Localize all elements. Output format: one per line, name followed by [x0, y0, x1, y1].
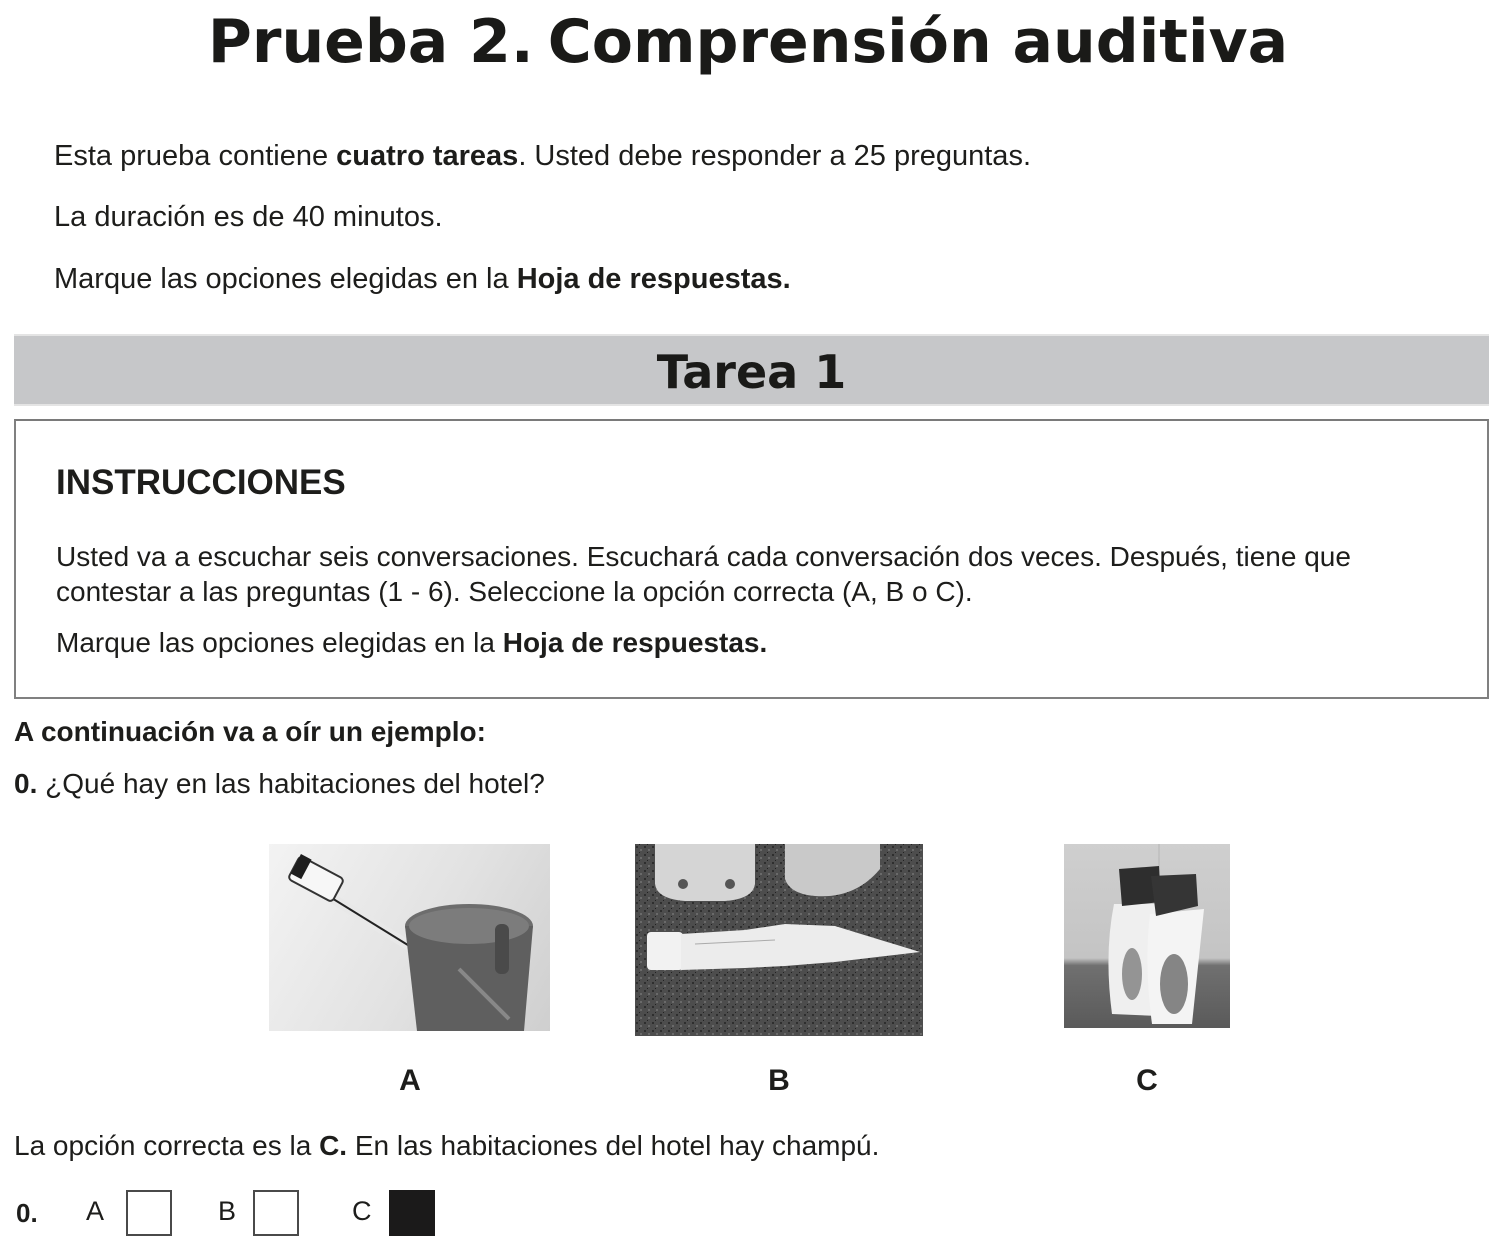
intro-text: . Usted debe responder a 25 preguntas.: [518, 140, 1031, 172]
option-a-label: A: [399, 1064, 421, 1097]
correct-answer-explanation: [14, 1130, 879, 1162]
answer-row-number: 0.: [16, 1198, 38, 1228]
toothbrush-in-cup-photo: [269, 844, 550, 1031]
intro-line-answer-sheet: [54, 262, 791, 296]
answer-text: La opción correcta es la: [14, 1130, 320, 1161]
instructions-title: INSTRUCCIONES: [56, 463, 346, 502]
intro-text: Marque las opciones elegidas en la: [54, 263, 517, 295]
instructions-box: [14, 419, 1489, 699]
intro-line-duration: La duración es de 40 minutos.: [54, 201, 443, 233]
choice-a-checkbox[interactable]: [126, 1190, 172, 1236]
instructions-text: Marque las opciones elegidas en la: [56, 627, 503, 658]
intro-bold-text: cuatro tareas: [336, 140, 519, 172]
answer-bold-letter: C.: [319, 1130, 348, 1161]
question-number: 0.: [14, 768, 38, 799]
question-text: ¿Qué hay en las habitaciones del hotel?: [37, 768, 545, 799]
choice-a-label: A: [86, 1196, 105, 1226]
intro-bold-text: Hoja de respuestas.: [516, 263, 791, 295]
option-c-label: C: [1136, 1064, 1158, 1097]
example-heading: A continuación va a oír un ejemplo:: [14, 716, 486, 747]
intro-line-tasks: [54, 139, 1031, 173]
instructions-paragraph: Usted va a escuchar seis conversaciones. Escuchará cada conversación dos veces. Después, tiene que contestar a las preguntas (1 - 6). Seleccione la opción correcta (A, B o C).: [56, 541, 1351, 607]
choice-b-checkbox[interactable]: [253, 1190, 299, 1236]
choice-b-label: B: [218, 1196, 237, 1226]
title-part-1: Prueba 2.: [207, 7, 534, 77]
title-part-2: Comprensión auditiva: [547, 7, 1289, 77]
toothpaste-image: [635, 844, 923, 1036]
instructions-answer-sheet-note: [56, 625, 767, 660]
task-title: Tarea 1: [656, 345, 847, 399]
option-b-label: B: [768, 1064, 790, 1097]
shampoo-image: [1064, 844, 1230, 1028]
toothbrush-image: [269, 844, 550, 1031]
task-banner: [14, 334, 1489, 406]
instructions-bold-text: Hoja de respuestas.: [502, 627, 768, 658]
example-question: [14, 768, 545, 800]
choice-c-checkbox-selected[interactable]: [389, 1190, 435, 1236]
answer-sheet-row: [0, 1188, 500, 1238]
shampoo-bottles-photo: [1064, 844, 1230, 1028]
answer-text: En las habitaciones del hotel hay champú.: [347, 1130, 880, 1161]
toothpaste-tube-photo: [635, 844, 923, 1036]
choice-c-label: C: [352, 1196, 372, 1226]
page-title: [0, 2, 1496, 82]
intro-text: Esta prueba contiene: [54, 140, 337, 172]
